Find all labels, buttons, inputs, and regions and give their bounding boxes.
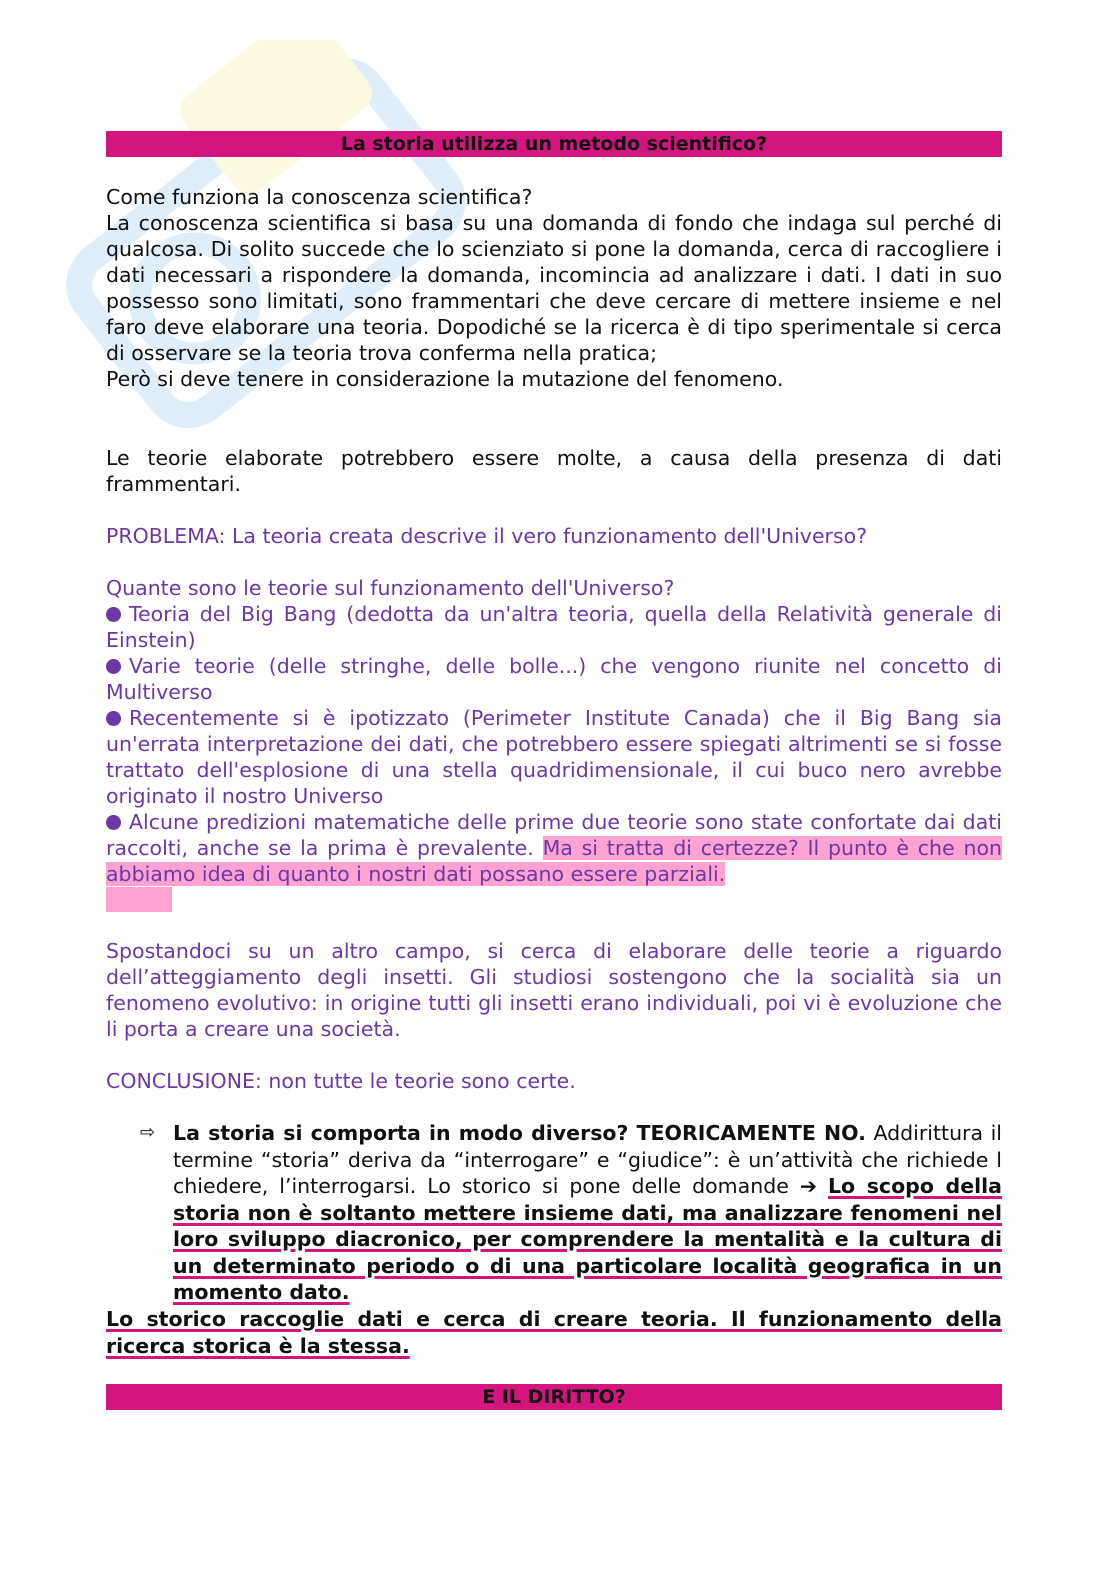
bullet-icon xyxy=(106,607,121,622)
bullet-icon xyxy=(106,659,121,674)
closing-statement: Lo storico raccoglie dati e cerca di creare teoria. Il funzionamento della ricerca storica è la stessa. xyxy=(106,1307,1002,1358)
list-item: Teoria del Big Bang (dedotta da un'altra teoria, quella della Relatività generale di Einstein) xyxy=(106,602,1002,652)
conclusion: CONCLUSIONE: non tutte le teorie sono certe. xyxy=(106,1069,576,1093)
theories-list xyxy=(106,575,1002,887)
insects-paragraph: Spostandoci su un altro campo, si cerca di elaborare delle teorie a riguardo dell’atteggiamento degli insetti. Gli studiosi sostengono che la socialità sia un fenomeno evolutivo: in origine tutti gli insetti erano individuali, poi vi è evoluzione che li porta a creare una società. xyxy=(106,939,1002,1041)
history-scope: Lo scopo della storia non è soltanto mettere insieme dati, ma analizzare fenomeni nel loro sviluppo diacronico, per comprendere la mentalità e la cultura di un determinato periodo o di una particolare località geografica in un momento dato. xyxy=(173,1174,1002,1304)
history-text: Addirittura il termine “storia” deriva da “interrogare” e “giudice”: è un’attività che richiede l chiedere, l’interrogarsi. Lo storico si pone delle domande xyxy=(173,1121,1002,1198)
arrow-right-icon: ⇨ xyxy=(140,1122,156,1143)
bullet-icon xyxy=(106,711,121,726)
history-question: La storia si comporta in modo diverso? TEORICAMENTE NO. xyxy=(173,1121,866,1145)
intro-paragraph: La conoscenza scientifica si basa su una domanda di fondo che indaga sul perché di qualcosa. Di solito succede che lo scienziato si pone la domanda, cerca di raccogliere i dati necessari a rispondere la domanda, incomincia ad analizzare i dati. I dati in suo possesso sono limitati, sono frammentari che deve cercare di mettere insieme e nel faro deve elaborare una teoria. Dopodiché se la ricerca è di tipo sperimentale si cerca di osservare se la teoria trova conferma nella pratica; xyxy=(106,211,1002,365)
theories-paragraph: Le teorie elaborate potrebbero essere molte, a causa della presenza di dati frammentari. xyxy=(106,446,1002,496)
arrow-icon: ➔ xyxy=(799,1174,817,1198)
history-item xyxy=(140,1120,1002,1306)
highlighted-text: Ma si tratta di certezze? Il punto è che non abbiamo idea di quanto i nostri dati possano essere parziali. xyxy=(106,836,1002,886)
section-heading-diritto: E IL DIRITTO? xyxy=(106,1384,1002,1410)
list-item: Recentemente si è ipotizzato (Perimeter Institute Canada) che il Big Bang sia un'errata interpretazione dei dati, che potrebbero essere spiegati altrimenti se si fosse trattato dell'esplosione di una stella quadridimensionale, il cui buco nero avrebbe originato il nostro Universo xyxy=(106,706,1002,808)
section-heading-metodo: La storia utilizza un metodo scientifico? xyxy=(106,131,1002,157)
bullet-icon xyxy=(106,815,121,830)
list-item: Varie teorie (delle stringhe, delle bolle...) che vengono riunite nel concetto di Multiverso xyxy=(106,654,1002,704)
intro-question: Come funziona la conoscenza scientifica? xyxy=(106,185,533,209)
theories-question: Quante sono le teorie sul funzionamento dell'Universo? xyxy=(106,576,675,600)
problem-statement: PROBLEMA: La teoria creata descrive il vero funzionamento dell'Universo? xyxy=(106,524,868,548)
intro-note: Però si deve tenere in considerazione la mutazione del fenomeno. xyxy=(106,367,784,391)
list-item: Alcune predizioni matematiche delle prime due teorie sono state confortate dai dati raccolti, anche se la prima è prevalente. Ma si tratta di certezze? Il punto è che non abbiamo idea di quanto i nostri dati possano essere parziali. xyxy=(106,810,1002,886)
intro-section xyxy=(106,184,1002,392)
highlight-remnant xyxy=(106,887,172,912)
